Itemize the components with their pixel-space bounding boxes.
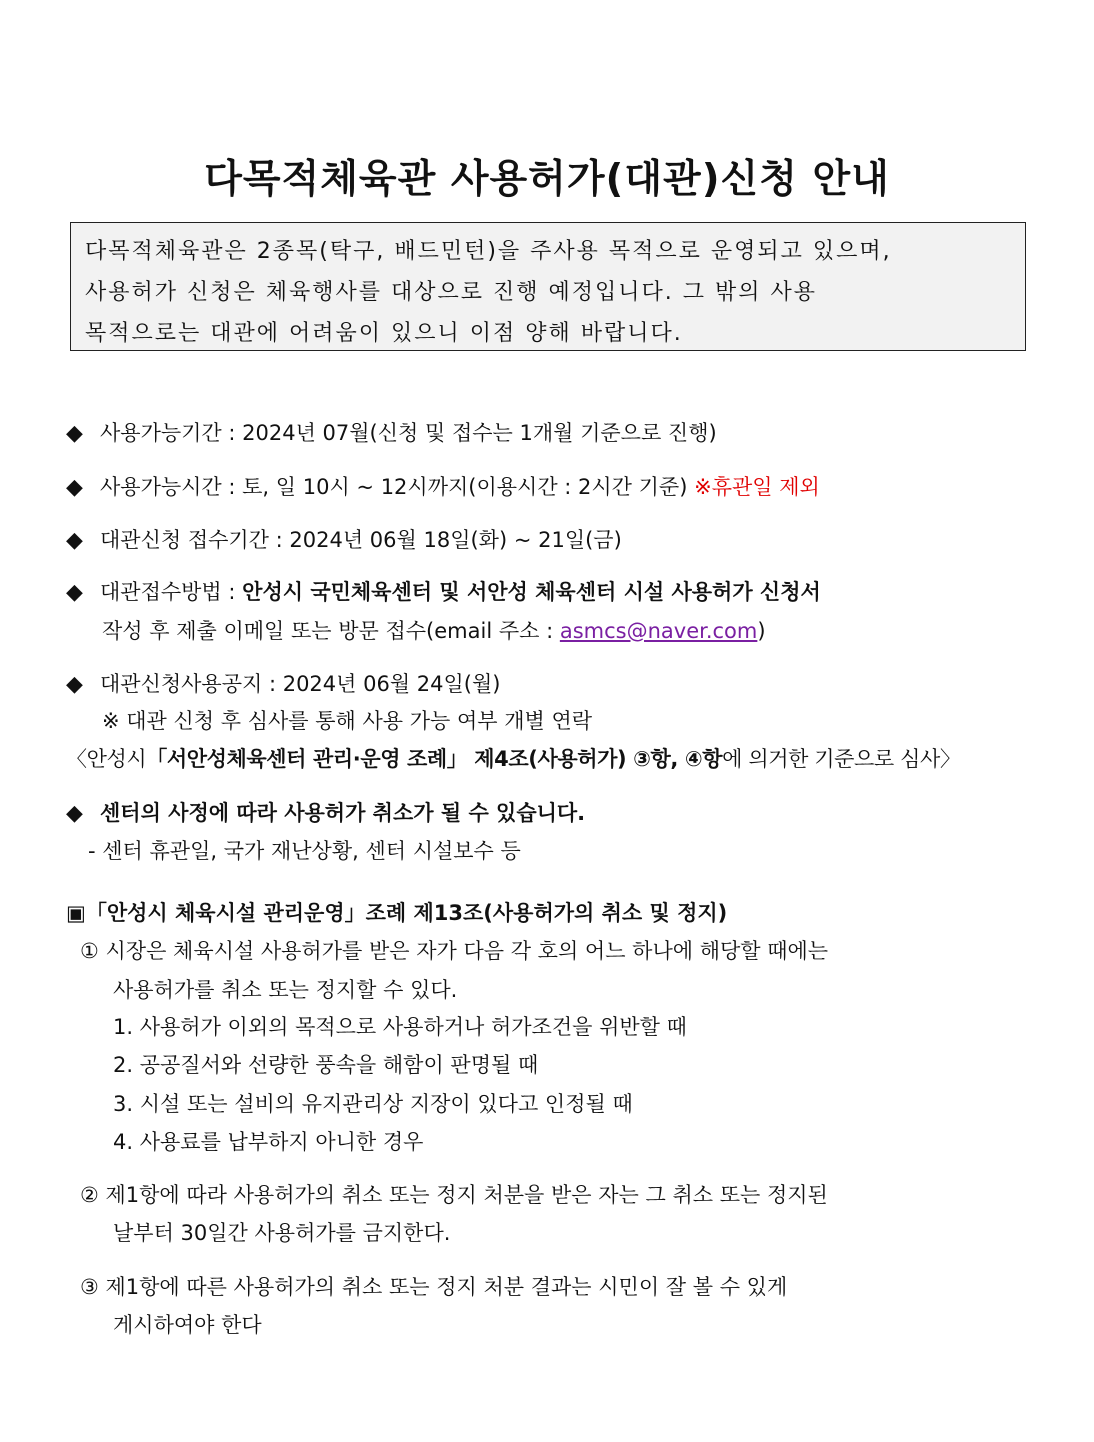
ordinance-clause-3-cont: 게시하여야 한다 xyxy=(113,1313,262,1337)
ordinance-item: 2. 공공질서와 선량한 풍속을 해함이 판명될 때 xyxy=(113,1053,539,1077)
item-period: ◆ 사용가능기간 : 2024년 07월(신청 및 접수는 1개월 기준으로 진행) xyxy=(66,418,717,449)
diamond-bullet-icon: ◆ xyxy=(66,580,83,605)
diamond-bullet-icon: ◆ xyxy=(66,801,83,826)
review-basis: 〈안성시「서안성체육센터 관리·운영 조례」 제4조(사용허가) ③항, ④항에 의거한 기준으로 심사〉 xyxy=(66,747,961,771)
item-apply-period: ◆ 대관신청 접수기간 : 2024년 06월 18일(화) ~ 21일(금) xyxy=(66,525,622,556)
ordinance-item: 4. 사용료를 납부하지 아니한 경우 xyxy=(113,1130,424,1154)
item-time: ◆ 사용가능시간 : 토, 일 10시 ~ 12시까지(이용시간 : 2시간 기준) ※휴관일 제외 xyxy=(66,472,820,503)
ordinance-clause-1: ① 시장은 체육시설 사용허가를 받은 자가 다음 각 호의 어느 하나에 해당할 때에는 xyxy=(80,939,829,963)
diamond-bullet-icon: ◆ xyxy=(66,421,83,446)
ordinance-clause-2: ② 제1항에 따라 사용허가의 취소 또는 정지 처분을 받은 자는 그 취소 또는 정지된 xyxy=(80,1183,828,1207)
ordinance-heading: ▣「안성시 체육시설 관리운영」조례 제13조(사용허가의 취소 및 정지) xyxy=(66,901,728,925)
page-title: 다목적체육관 사용허가(대관)신청 안내 xyxy=(204,157,890,202)
diamond-bullet-icon: ◆ xyxy=(66,672,83,697)
item-cancel: ◆ 센터의 사정에 따라 사용허가 취소가 될 수 있습니다. xyxy=(66,798,585,829)
diamond-bullet-icon: ◆ xyxy=(66,528,83,553)
ordinance-item: 3. 시설 또는 설비의 유지관리상 지장이 있다고 인정될 때 xyxy=(113,1092,633,1116)
item-method-line2: 작성 후 제출 이메일 또는 방문 접수(email 주소 : asmcs@naver.com) xyxy=(102,619,766,643)
announce-note: ※ 대관 신청 후 심사를 통해 사용 가능 여부 개별 연락 xyxy=(102,709,593,733)
notice-line: 목적으로는 대관에 어려움이 있으니 이점 양해 바랍니다. xyxy=(85,321,683,346)
email-link[interactable]: asmcs@naver.com xyxy=(559,619,758,643)
notice-box xyxy=(70,222,1026,351)
ordinance-item: 1. 사용허가 이외의 목적으로 사용하거나 허가조건을 위반할 때 xyxy=(113,1015,687,1039)
ordinance-clause-3: ③ 제1항에 따른 사용허가의 취소 또는 정지 처분 결과는 시민이 잘 볼 수 있게 xyxy=(80,1275,788,1299)
notice-line: 사용허가 신청은 체육행사를 대상으로 진행 예정입니다. 그 밖의 사용 xyxy=(85,280,817,305)
item-announce: ◆ 대관신청사용공지 : 2024년 06월 24일(월) xyxy=(66,669,500,700)
method-form-name: 안성시 국민체육센터 및 서안성 체육센터 시설 사용허가 신청서 xyxy=(242,580,821,604)
ordinance-clause-1-cont: 사용허가를 취소 또는 정지할 수 있다. xyxy=(113,978,458,1002)
cancel-detail: - 센터 휴관일, 국가 재난상황, 센터 시설보수 등 xyxy=(88,839,521,863)
notice-line: 다목적체육관은 2종목(탁구, 배드민턴)을 주사용 목적으로 운영되고 있으며, xyxy=(85,239,892,264)
closed-day-note: ※휴관일 제외 xyxy=(694,475,820,499)
diamond-bullet-icon: ◆ xyxy=(66,475,83,500)
ordinance-clause-2-cont: 날부터 30일간 사용허가를 금지한다. xyxy=(113,1221,451,1245)
item-method: ◆ 대관접수방법 : 안성시 국민체육센터 및 서안성 체육센터 시설 사용허가 신청서 xyxy=(66,577,821,608)
